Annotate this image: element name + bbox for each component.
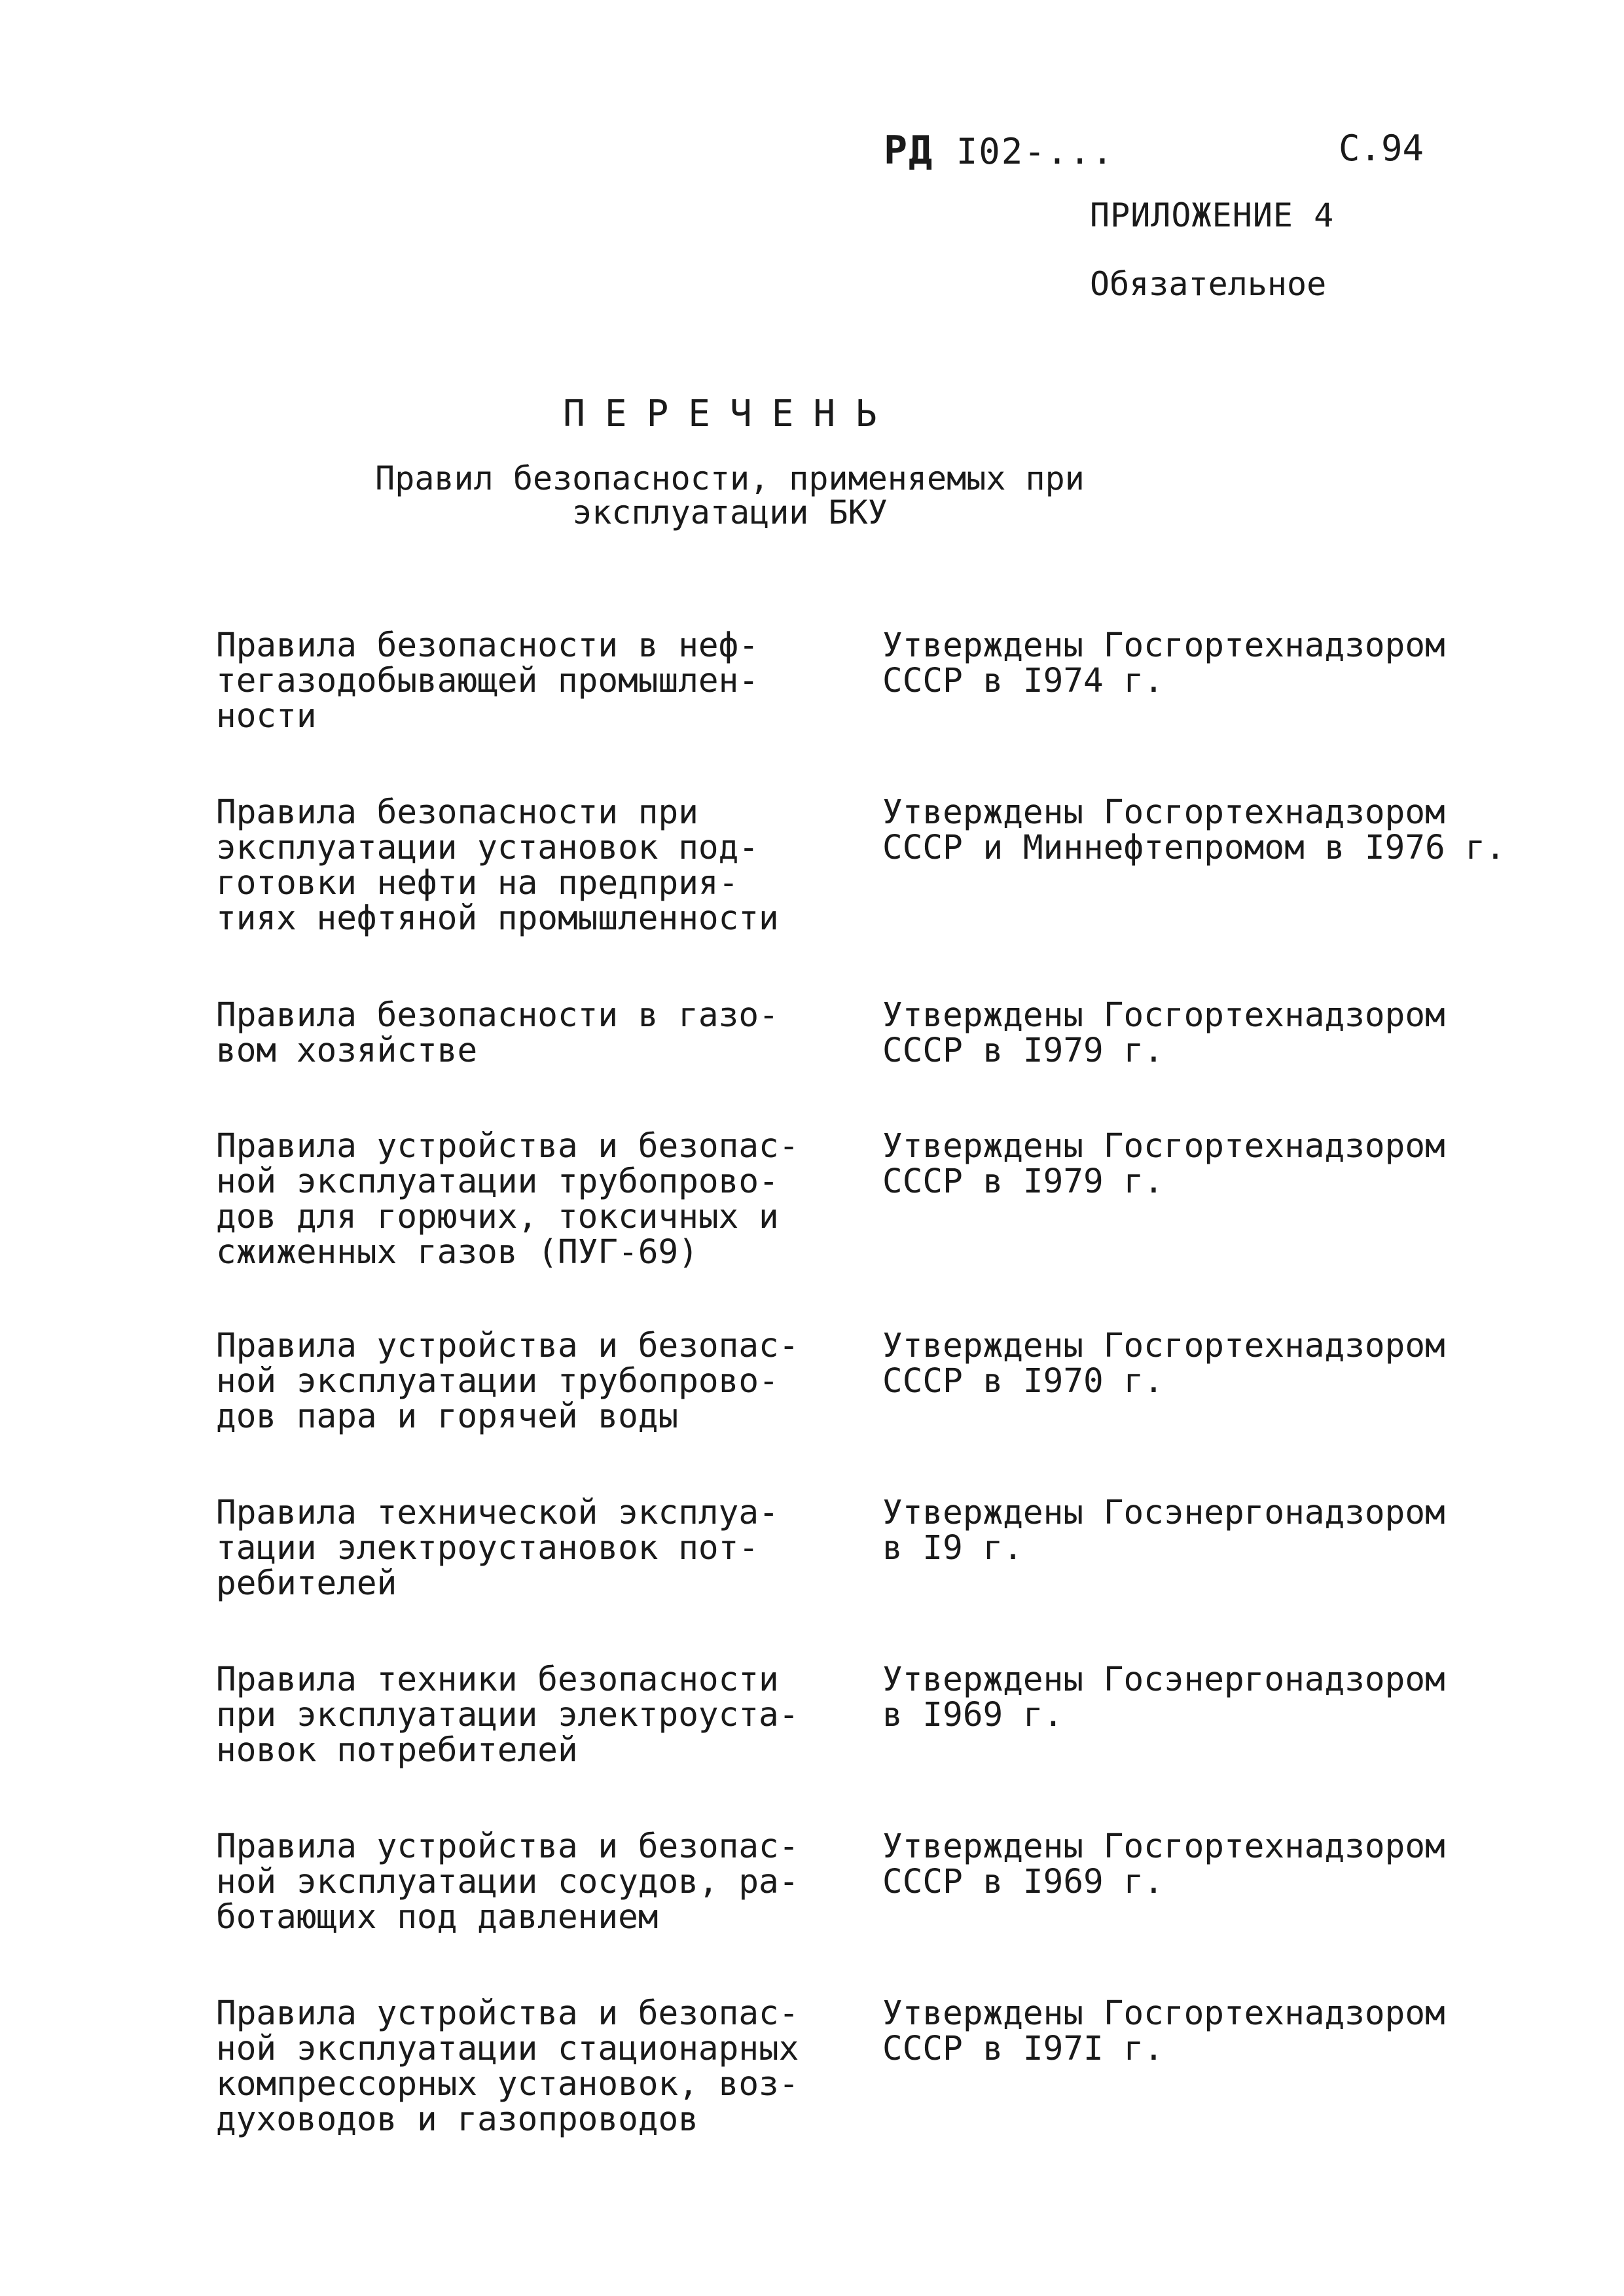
subtitle-line-2: эксплуатации БКУ [572, 493, 888, 531]
rule-title: Правила устройства и безопас- ной эксплуатации сосудов, ра- ботающих под давлением [216, 1827, 799, 1937]
approval-info: Утверждены Госэнергонадзором в I969 г. [882, 1660, 1445, 1734]
mandatory-label: Обязательное [1090, 265, 1327, 303]
document-code [884, 128, 1114, 173]
rule-title: Правила устройства и безопас- ной эксплуатации стационарных компрессорных установок, воз- духоводов и газопроводов [216, 1994, 799, 2139]
subtitle-line-1: Правил безопасности, применяемых при [375, 459, 1085, 497]
rule-title: Правила техники безопасности при эксплуатации электроуста- новок потребителей [216, 1660, 799, 1770]
approval-info: Утверждены Госгортехнадзором СССР в I970 г. [882, 1327, 1445, 1401]
page-subtitle [0, 461, 1460, 529]
approval-info: Утверждены Госгортехнадзором СССР в I974 г. [882, 626, 1445, 700]
page-title: ПЕРЕЧЕНЬ [563, 393, 897, 435]
rule-title: Правила устройства и безопас- ной эксплуатации трубопрово- дов пара и горячей воды [216, 1327, 799, 1436]
rule-title: Правила технической эксплуа- тации электроустановок пот- ребителей [216, 1494, 779, 1603]
rule-title: Правила устройства и безопас- ной эксплуатации трубопрово- дов для горючих, токсичных и сжиженных газов (ПУГ-69) [216, 1127, 799, 1272]
approval-info: Утверждены Госгортехнадзором СССР в I969 г. [882, 1827, 1445, 1901]
approval-info: Утверждены Госгортехнадзором СССР и Миннефтепромом в I976 г. [882, 793, 1506, 867]
appendix-label: ПРИЛОЖЕНИЕ 4 [1090, 196, 1335, 234]
approval-info: Утверждены Госгортехнадзором СССР в I979 г. [882, 996, 1445, 1070]
page-number: С.94 [1339, 128, 1424, 169]
document-code-prefix: РД [884, 128, 934, 173]
rule-title: Правила безопасности при эксплуатации установок под- готовки нефти на предприя- тиях нефтяной промышленности [216, 793, 779, 938]
rule-title: Правила безопасности в газо- вом хозяйстве [216, 996, 779, 1070]
approval-info: Утверждены Госгортехнадзором СССР в I979 г. [882, 1127, 1445, 1201]
document-code-number: I02-... [933, 131, 1115, 172]
approval-info: Утверждены Госэнергонадзором в I9 г. [882, 1494, 1445, 1568]
rule-title: Правила безопасности в неф- тегазодобывающей промышлен- ности [216, 626, 759, 736]
approval-info: Утверждены Госгортехнадзором СССР в I97I г. [882, 1994, 1445, 2068]
